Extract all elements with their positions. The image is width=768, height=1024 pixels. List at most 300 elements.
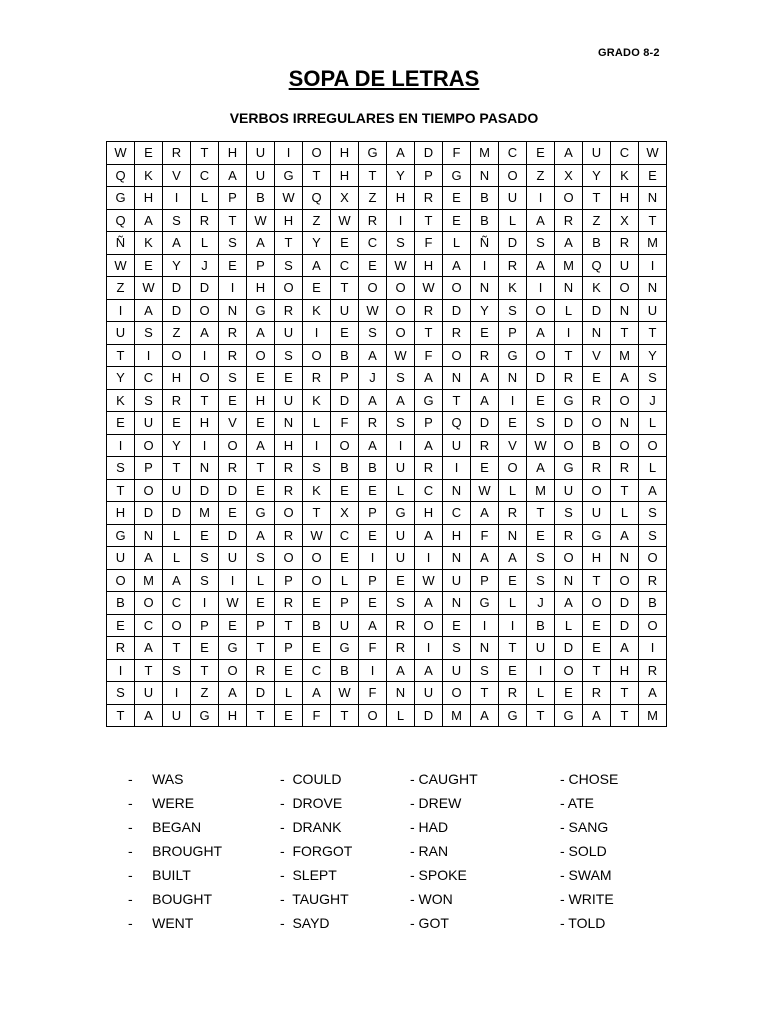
grid-cell: T (359, 164, 387, 187)
grid-cell: M (639, 232, 667, 255)
grid-cell: S (443, 637, 471, 660)
grid-cell: O (387, 322, 415, 345)
grid-cell: X (611, 209, 639, 232)
grid-cell: S (387, 367, 415, 390)
grid-cell: W (359, 299, 387, 322)
grid-cell: A (527, 254, 555, 277)
grid-cell: G (275, 164, 303, 187)
grid-cell: P (499, 322, 527, 345)
grid-cell: I (163, 187, 191, 210)
grid-cell: A (359, 344, 387, 367)
grid-cell: I (107, 434, 135, 457)
grid-cell: T (107, 344, 135, 367)
grid-cell: E (499, 569, 527, 592)
grid-cell: P (359, 569, 387, 592)
grid-row (107, 659, 667, 682)
grid-cell: G (219, 637, 247, 660)
grid-cell: G (499, 344, 527, 367)
grid-cell: A (639, 479, 667, 502)
grid-row (107, 592, 667, 615)
grid-cell: O (219, 659, 247, 682)
grid-cell: N (443, 479, 471, 502)
grid-cell: H (107, 502, 135, 525)
grid-cell: W (415, 277, 443, 300)
grid-cell: O (527, 299, 555, 322)
grid-cell: W (135, 277, 163, 300)
grid-cell: O (387, 277, 415, 300)
grid-cell: C (359, 232, 387, 255)
grid-cell: A (471, 502, 499, 525)
grid-cell: E (219, 614, 247, 637)
word-item: - HAD (410, 819, 449, 835)
word-column (560, 767, 618, 935)
grid-cell: B (583, 434, 611, 457)
grid-cell: A (163, 232, 191, 255)
word-item: - SANG (560, 819, 609, 835)
grid-cell: R (415, 187, 443, 210)
grid-row (107, 142, 667, 165)
grid-cell: D (135, 502, 163, 525)
grid-cell: E (527, 142, 555, 165)
grid-cell: O (443, 344, 471, 367)
grid-cell: N (471, 164, 499, 187)
grid-cell: R (555, 367, 583, 390)
grid-cell: S (555, 502, 583, 525)
grid-row (107, 614, 667, 637)
word-item: - CHOSE (560, 771, 619, 787)
grid-cell: Z (303, 209, 331, 232)
grid-cell: E (331, 232, 359, 255)
grid-cell: S (387, 232, 415, 255)
grid-cell: F (359, 637, 387, 660)
grid-cell: B (331, 344, 359, 367)
grid-cell: P (359, 502, 387, 525)
grid-cell: I (219, 277, 247, 300)
grid-cell: E (303, 277, 331, 300)
grid-cell: E (247, 367, 275, 390)
grid-cell: P (275, 637, 303, 660)
grid-cell: O (639, 547, 667, 570)
grid-cell: A (387, 389, 415, 412)
grid-cell: E (527, 524, 555, 547)
word-item: - GOT (410, 915, 449, 931)
grid-cell: O (443, 682, 471, 705)
grid-cell: M (555, 254, 583, 277)
grid-cell: I (527, 187, 555, 210)
grid-row (107, 277, 667, 300)
word-item: - ATE (560, 795, 594, 811)
grid-cell: B (583, 232, 611, 255)
grid-cell: W (247, 209, 275, 232)
word-item: - RAN (410, 843, 449, 859)
grid-cell: T (471, 682, 499, 705)
grid-cell: W (107, 142, 135, 165)
grid-cell: A (415, 367, 443, 390)
grid-cell: O (163, 344, 191, 367)
grid-cell: S (219, 232, 247, 255)
grid-cell: E (247, 479, 275, 502)
grid-cell: N (611, 412, 639, 435)
grid-cell: O (555, 659, 583, 682)
grid-cell: E (191, 524, 219, 547)
grid-cell: T (583, 659, 611, 682)
grid-cell: I (303, 322, 331, 345)
grid-cell: B (247, 187, 275, 210)
grid-cell: A (303, 682, 331, 705)
grid-cell: B (639, 592, 667, 615)
grid-cell: A (471, 389, 499, 412)
grid-cell: V (163, 164, 191, 187)
grid-cell: C (331, 254, 359, 277)
grid-cell: O (303, 569, 331, 592)
grid-cell: W (107, 254, 135, 277)
grid-cell: O (275, 277, 303, 300)
grid-cell: P (415, 412, 443, 435)
grid-cell: T (331, 277, 359, 300)
grid-cell: X (331, 187, 359, 210)
grid-cell: R (611, 232, 639, 255)
grid-cell: B (527, 614, 555, 637)
grid-cell: A (611, 637, 639, 660)
grid-cell: S (275, 344, 303, 367)
grid-cell: T (191, 389, 219, 412)
grid-cell: L (275, 682, 303, 705)
word-item: - BOUGHT (128, 891, 212, 907)
grid-cell: A (415, 524, 443, 547)
grid-cell: S (163, 659, 191, 682)
grid-cell: F (331, 412, 359, 435)
grid-cell: S (639, 524, 667, 547)
grid-cell: D (471, 412, 499, 435)
grid-cell: E (583, 367, 611, 390)
grid-cell: G (555, 457, 583, 480)
grid-cell: V (219, 412, 247, 435)
grid-cell: N (583, 322, 611, 345)
grid-cell: B (107, 592, 135, 615)
grid-cell: E (303, 637, 331, 660)
word-item: - COULD (280, 771, 342, 787)
grid-cell: G (247, 502, 275, 525)
grid-cell: U (247, 164, 275, 187)
grid-cell: G (555, 704, 583, 727)
grid-cell: J (359, 367, 387, 390)
grid-cell: I (499, 389, 527, 412)
grid-cell: L (163, 547, 191, 570)
grid-cell: U (387, 457, 415, 480)
grid-cell: O (583, 412, 611, 435)
grid-cell: R (555, 209, 583, 232)
grid-cell: U (163, 479, 191, 502)
grid-cell: E (471, 322, 499, 345)
grid-cell: I (359, 547, 387, 570)
grid-cell: D (527, 367, 555, 390)
grid-cell: Y (163, 434, 191, 457)
grid-cell: W (387, 344, 415, 367)
grid-cell: O (611, 434, 639, 457)
grid-cell: D (163, 502, 191, 525)
grid-cell: A (303, 254, 331, 277)
grid-cell: R (611, 457, 639, 480)
grid-cell: M (135, 569, 163, 592)
grid-row (107, 479, 667, 502)
grid-cell: P (331, 367, 359, 390)
grid-cell: A (415, 592, 443, 615)
grid-cell: T (275, 614, 303, 637)
grid-cell: V (583, 344, 611, 367)
grid-cell: S (527, 547, 555, 570)
grid-cell: E (163, 412, 191, 435)
grid-cell: T (415, 322, 443, 345)
grid-row (107, 232, 667, 255)
grid-cell: D (219, 524, 247, 547)
grid-cell: A (135, 209, 163, 232)
grid-cell: S (527, 412, 555, 435)
grid-cell: D (191, 479, 219, 502)
grid-cell: D (163, 299, 191, 322)
grid-cell: Z (191, 682, 219, 705)
grid-cell: R (107, 637, 135, 660)
grid-cell: A (247, 434, 275, 457)
grid-cell: I (275, 142, 303, 165)
grid-row (107, 682, 667, 705)
grid-cell: K (107, 389, 135, 412)
grid-cell: L (191, 187, 219, 210)
grid-cell: N (499, 367, 527, 390)
grid-cell: E (303, 592, 331, 615)
grid-cell: A (135, 547, 163, 570)
grid-cell: E (135, 142, 163, 165)
grid-cell: G (107, 187, 135, 210)
grid-cell: S (527, 569, 555, 592)
grid-cell: W (331, 682, 359, 705)
grid-cell: U (555, 479, 583, 502)
grid-cell: P (471, 569, 499, 592)
grid-cell: O (275, 547, 303, 570)
grid-cell: T (611, 682, 639, 705)
grid-cell: Y (163, 254, 191, 277)
grid-cell: O (611, 277, 639, 300)
grid-cell: Q (107, 164, 135, 187)
grid-cell: M (639, 704, 667, 727)
grid-cell: T (107, 479, 135, 502)
grid-cell: S (275, 254, 303, 277)
grid-cell: G (359, 142, 387, 165)
grid-cell: M (527, 479, 555, 502)
grid-cell: I (387, 434, 415, 457)
grid-row (107, 704, 667, 727)
grid-cell: N (443, 592, 471, 615)
word-item: - DROVE (280, 795, 343, 811)
grid-cell: W (219, 592, 247, 615)
grid-cell: C (303, 659, 331, 682)
grid-cell: M (611, 344, 639, 367)
grid-cell: N (471, 637, 499, 660)
grid-cell: T (275, 232, 303, 255)
grid-cell: E (107, 412, 135, 435)
grid-cell: Q (583, 254, 611, 277)
grid-cell: K (135, 232, 163, 255)
grid-cell: D (415, 704, 443, 727)
grid-cell: X (555, 164, 583, 187)
grid-cell: W (471, 479, 499, 502)
grid-cell: I (107, 299, 135, 322)
grid-cell: D (415, 142, 443, 165)
grid-cell: A (611, 524, 639, 547)
grid-cell: R (303, 367, 331, 390)
grid-cell: L (443, 232, 471, 255)
grid-cell: D (555, 637, 583, 660)
grid-cell: U (387, 524, 415, 547)
grid-cell: T (219, 209, 247, 232)
grid-cell: N (555, 569, 583, 592)
grid-cell: S (107, 457, 135, 480)
grid-cell: A (163, 569, 191, 592)
grid-cell: W (527, 434, 555, 457)
grid-cell: I (471, 254, 499, 277)
grid-cell: Y (107, 367, 135, 390)
grid-cell: N (639, 187, 667, 210)
grid-cell: U (443, 569, 471, 592)
grid-cell: H (191, 412, 219, 435)
grid-cell: L (527, 682, 555, 705)
grid-cell: E (443, 187, 471, 210)
grid-cell: K (499, 277, 527, 300)
grid-cell: I (303, 434, 331, 457)
grid-cell: O (331, 434, 359, 457)
grid-cell: P (135, 457, 163, 480)
grid-row (107, 164, 667, 187)
grid-cell: C (163, 592, 191, 615)
grid-cell: O (303, 547, 331, 570)
grid-cell: E (359, 254, 387, 277)
grid-cell: H (443, 524, 471, 547)
word-item: - WRITE (560, 891, 614, 907)
grid-cell: H (415, 254, 443, 277)
grid-row (107, 547, 667, 570)
word-item: - WON (410, 891, 453, 907)
grid-cell: A (555, 232, 583, 255)
grid-cell: T (135, 659, 163, 682)
grid-cell: F (415, 344, 443, 367)
grid-cell: Z (527, 164, 555, 187)
grid-cell: A (555, 592, 583, 615)
grid-cell: D (163, 277, 191, 300)
word-item: - TAUGHT (280, 891, 349, 907)
grid-cell: R (471, 434, 499, 457)
grid-cell: K (583, 277, 611, 300)
grid-cell: T (611, 704, 639, 727)
word-item: - SWAM (560, 867, 612, 883)
grid-cell: E (331, 479, 359, 502)
grid-cell: V (499, 434, 527, 457)
grid-cell: A (639, 682, 667, 705)
grid-cell: I (359, 659, 387, 682)
grid-cell: I (527, 659, 555, 682)
grid-row (107, 389, 667, 412)
grid-cell: R (415, 457, 443, 480)
grid-cell: O (583, 592, 611, 615)
grid-cell: R (471, 344, 499, 367)
grid-cell: S (387, 592, 415, 615)
grid-cell: N (443, 367, 471, 390)
grid-cell: F (443, 142, 471, 165)
grid-cell: Q (107, 209, 135, 232)
grid-cell: I (471, 614, 499, 637)
grid-cell: I (387, 209, 415, 232)
grid-cell: W (415, 569, 443, 592)
grid-cell: N (443, 547, 471, 570)
grid-cell: D (219, 479, 247, 502)
grid-cell: T (107, 704, 135, 727)
grid-cell: O (583, 479, 611, 502)
grid-cell: S (499, 299, 527, 322)
grid-cell: R (163, 389, 191, 412)
grid-cell: Ñ (107, 232, 135, 255)
grid-cell: R (639, 659, 667, 682)
grid-cell: H (219, 142, 247, 165)
grid-cell: E (191, 637, 219, 660)
grid-cell: K (611, 164, 639, 187)
grid-cell: L (499, 209, 527, 232)
grid-row (107, 254, 667, 277)
grid-cell: O (555, 434, 583, 457)
grid-cell: U (387, 547, 415, 570)
grid-cell: P (219, 187, 247, 210)
grid-cell: R (275, 299, 303, 322)
grid-cell: L (247, 569, 275, 592)
grid-cell: A (219, 682, 247, 705)
grid-cell: T (443, 389, 471, 412)
grid-cell: N (191, 457, 219, 480)
grid-cell: A (247, 322, 275, 345)
grid-cell: Y (303, 232, 331, 255)
grid-cell: O (499, 457, 527, 480)
grid-row (107, 367, 667, 390)
grid-cell: N (387, 682, 415, 705)
grid-cell: E (247, 412, 275, 435)
grid-cell: A (555, 142, 583, 165)
word-item: - SPOKE (410, 867, 467, 883)
grid-cell: O (163, 614, 191, 637)
grid-cell: E (275, 659, 303, 682)
grid-cell: O (443, 277, 471, 300)
grid-cell: D (583, 299, 611, 322)
grid-cell: O (639, 434, 667, 457)
grid-cell: B (471, 209, 499, 232)
grid-cell: R (415, 299, 443, 322)
grid-cell: P (275, 569, 303, 592)
grid-cell: S (471, 659, 499, 682)
grid-cell: E (331, 547, 359, 570)
grid-cell: N (639, 277, 667, 300)
grid-cell: U (499, 187, 527, 210)
grid-cell: Ñ (471, 232, 499, 255)
grid-cell: G (499, 704, 527, 727)
grid-cell: I (135, 344, 163, 367)
grid-cell: I (415, 547, 443, 570)
grid-cell: T (247, 637, 275, 660)
grid-cell: P (331, 592, 359, 615)
grid-cell: R (583, 389, 611, 412)
grid-cell: Y (639, 344, 667, 367)
word-list (0, 767, 768, 947)
grid-cell: R (583, 682, 611, 705)
grid-cell: A (527, 457, 555, 480)
grid-cell: U (247, 142, 275, 165)
grid-cell: O (135, 479, 163, 502)
grid-cell: G (443, 164, 471, 187)
grid-row (107, 299, 667, 322)
